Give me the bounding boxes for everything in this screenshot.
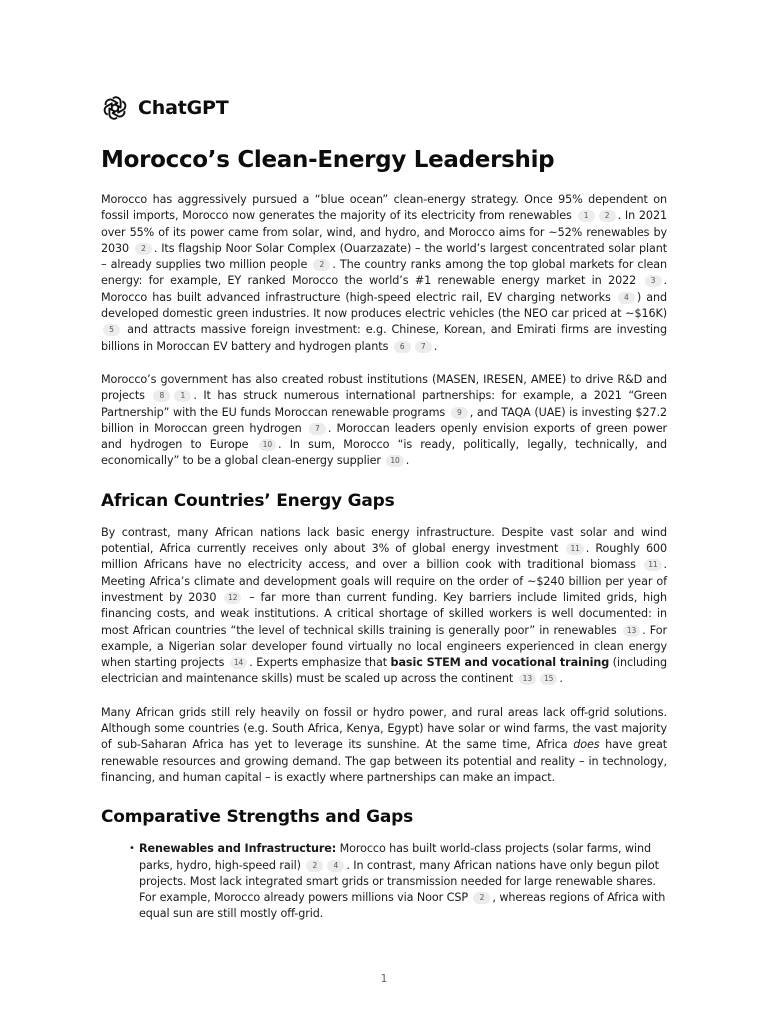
citation-badge[interactable]: 9 xyxy=(451,407,468,419)
citation-badge[interactable]: 6 xyxy=(394,341,411,353)
citation-badge[interactable]: 2 xyxy=(135,243,152,255)
text-run: . Roughly 600 million Africans have no electricity access, and over a billion cook with traditional biomass xyxy=(101,542,667,572)
citation-badge[interactable]: 8 xyxy=(153,390,170,402)
text-run: . Its flagship Noor Solar Complex (Ouarzazate) – the world’s largest concentrated solar plant – already supplies two million people xyxy=(101,241,668,272)
paragraph-africa-grids xyxy=(101,705,667,786)
bullet-marker: • xyxy=(129,843,135,855)
text-run: – far more than current funding. Key barriers include limited grids, high financing costs, and weak institutions. A critical shortage of skilled workers is well documented: in most African countries “the level of technical skills training is generally poor” in renewables xyxy=(101,590,668,637)
text-run: . The country ranks among the top global markets for clean energy: for example, EY ranked Morocco the world’s #1 renewable energy market in 2022 xyxy=(101,258,668,288)
document-page xyxy=(101,92,667,923)
citation-badge[interactable]: 10 xyxy=(259,439,276,451)
bullet-list xyxy=(101,841,667,922)
paragraph-africa-infrastructure xyxy=(101,525,667,688)
citation-badge[interactable]: 4 xyxy=(327,860,344,872)
list-item xyxy=(101,841,667,922)
citation-badge[interactable]: 15 xyxy=(540,673,557,685)
text-run: Morocco’s government has also created robust institutions (MASEN, IRESEN, AMEE) to drive R&D and projects xyxy=(101,372,667,403)
text-run: . In contrast, many African nations have only begun pilot projects. Most lack integrated smart grids or transmission needed for large renewable shares. For example, Morocco already powers millions via Noor CSP xyxy=(139,858,659,905)
text-run: . In 2021 over 55% of its power came from solar, wind, and hydro, and Morocco aims for ~52% renewables by 2030 xyxy=(101,209,667,255)
citation-badge[interactable]: 11 xyxy=(566,543,583,555)
text-run: Morocco has built world-class projects (solar farms, wind parks, hydro, high-speed rail) xyxy=(139,842,651,872)
citation-badge[interactable]: 10 xyxy=(386,455,403,467)
openai-logo-icon xyxy=(101,94,129,122)
text-run: . xyxy=(405,454,410,468)
text-run: . For example, a Nigerian solar developer found virtually no local engineers experienced in clean energy when starting projects xyxy=(101,623,667,670)
text-run: . Morocco has built advanced infrastructure (high-speed electric rail, EV charging networks xyxy=(101,274,667,304)
citation-badge[interactable]: 13 xyxy=(519,673,536,685)
brand-header xyxy=(101,92,667,124)
text-run: . Moroccan leaders openly envision exports of green power and hydrogen to Europe xyxy=(101,421,667,452)
text-run: Morocco has aggressively pursued a “blue ocean” clean-energy strategy. Once 95% dependent on fossil imports, Morocco now generates the majority of its electricity from renewables xyxy=(101,193,667,223)
citation-badge[interactable]: 7 xyxy=(309,423,326,435)
citation-badge[interactable]: 2 xyxy=(306,860,323,872)
citation-badge[interactable]: 2 xyxy=(599,210,616,222)
citation-badge[interactable]: 4 xyxy=(618,292,635,304)
citation-badge[interactable]: 12 xyxy=(224,592,241,604)
document-title: Morocco’s Clean-Energy Leadership xyxy=(101,147,555,173)
text-run: . Meeting Africa’s climate and development goals will require on the order of ~$240 billion per year of investment by 2030 xyxy=(101,558,667,604)
text-run: , and TAQA (UAE) is investing $27.2 billion in Moroccan green hydrogen xyxy=(101,405,667,435)
citation-badge[interactable]: 1 xyxy=(578,210,595,222)
italic-text: does xyxy=(573,738,600,752)
bold-text: basic STEM and vocational training xyxy=(390,656,610,670)
text-run: have great renewable resources and growing demand. The gap between its potential and reality – in technology, financing, and human capital – is exactly where partnerships can make an impact. xyxy=(101,738,668,784)
brand-name: ChatGPT xyxy=(138,97,229,119)
bullet-text xyxy=(139,842,665,920)
citation-badge[interactable]: 11 xyxy=(644,559,661,571)
citation-badge[interactable]: 1 xyxy=(174,390,191,402)
text-run: ) and developed domestic green industries. It now produces electric vehicles (the NEO car priced at ~$16K) xyxy=(101,290,667,321)
paragraph-morocco-institutions xyxy=(101,372,667,470)
text-run: (including electrician and maintenance skills) must be scaled up across the continent xyxy=(101,656,667,686)
citation-badge[interactable]: 2 xyxy=(473,892,490,904)
paragraph-morocco-strategy xyxy=(101,192,667,355)
bold-text: Renewables and Infrastructure: xyxy=(139,842,337,856)
citation-badge[interactable]: 7 xyxy=(415,341,432,353)
text-run: , whereas regions of Africa with equal sun are still mostly off-grid. xyxy=(139,891,666,921)
text-run: . xyxy=(559,672,563,686)
citation-badge[interactable]: 3 xyxy=(645,275,662,287)
text-run: . In sum, Morocco “is ready, politically, legally, technically, and economically” to be a global clean-energy supplier xyxy=(101,438,667,468)
citation-badge[interactable]: 5 xyxy=(103,324,120,336)
text-run: . It has struck numerous international partnerships: for example, a 2021 “Green Partnership” with the EU funds Moroccan renewable programs xyxy=(101,389,667,419)
section-heading-energy-gaps: African Countries’ Energy Gaps xyxy=(101,490,395,511)
page-number: 1 xyxy=(380,972,388,985)
citation-badge[interactable]: 13 xyxy=(623,625,640,637)
text-run: . xyxy=(433,339,438,353)
citation-badge[interactable]: 14 xyxy=(230,657,247,669)
text-run: Many African grids still rely heavily on fossil or hydro power, and rural areas lack off-grid solutions. Although some countries (e.g. South Africa, Kenya, Egypt) have solar or wind farms, the vast majority of sub-Saharan Africa has yet to leverage its sunshine. At the same time, Africa xyxy=(101,705,667,752)
section-heading-comparative: Comparative Strengths and Gaps xyxy=(101,807,414,828)
text-run: By contrast, many African nations lack basic energy infrastructure. Despite vast solar and wind potential, Africa currently receives only about 3% of global energy investment xyxy=(101,525,667,556)
text-run: . Experts emphasize that xyxy=(249,656,391,670)
text-run: and attracts massive foreign investment: e.g. Chinese, Korean, and Emirati firms are investing billions in Moroccan EV battery and hydrogen plants xyxy=(101,323,667,353)
citation-badge[interactable]: 2 xyxy=(313,259,330,271)
